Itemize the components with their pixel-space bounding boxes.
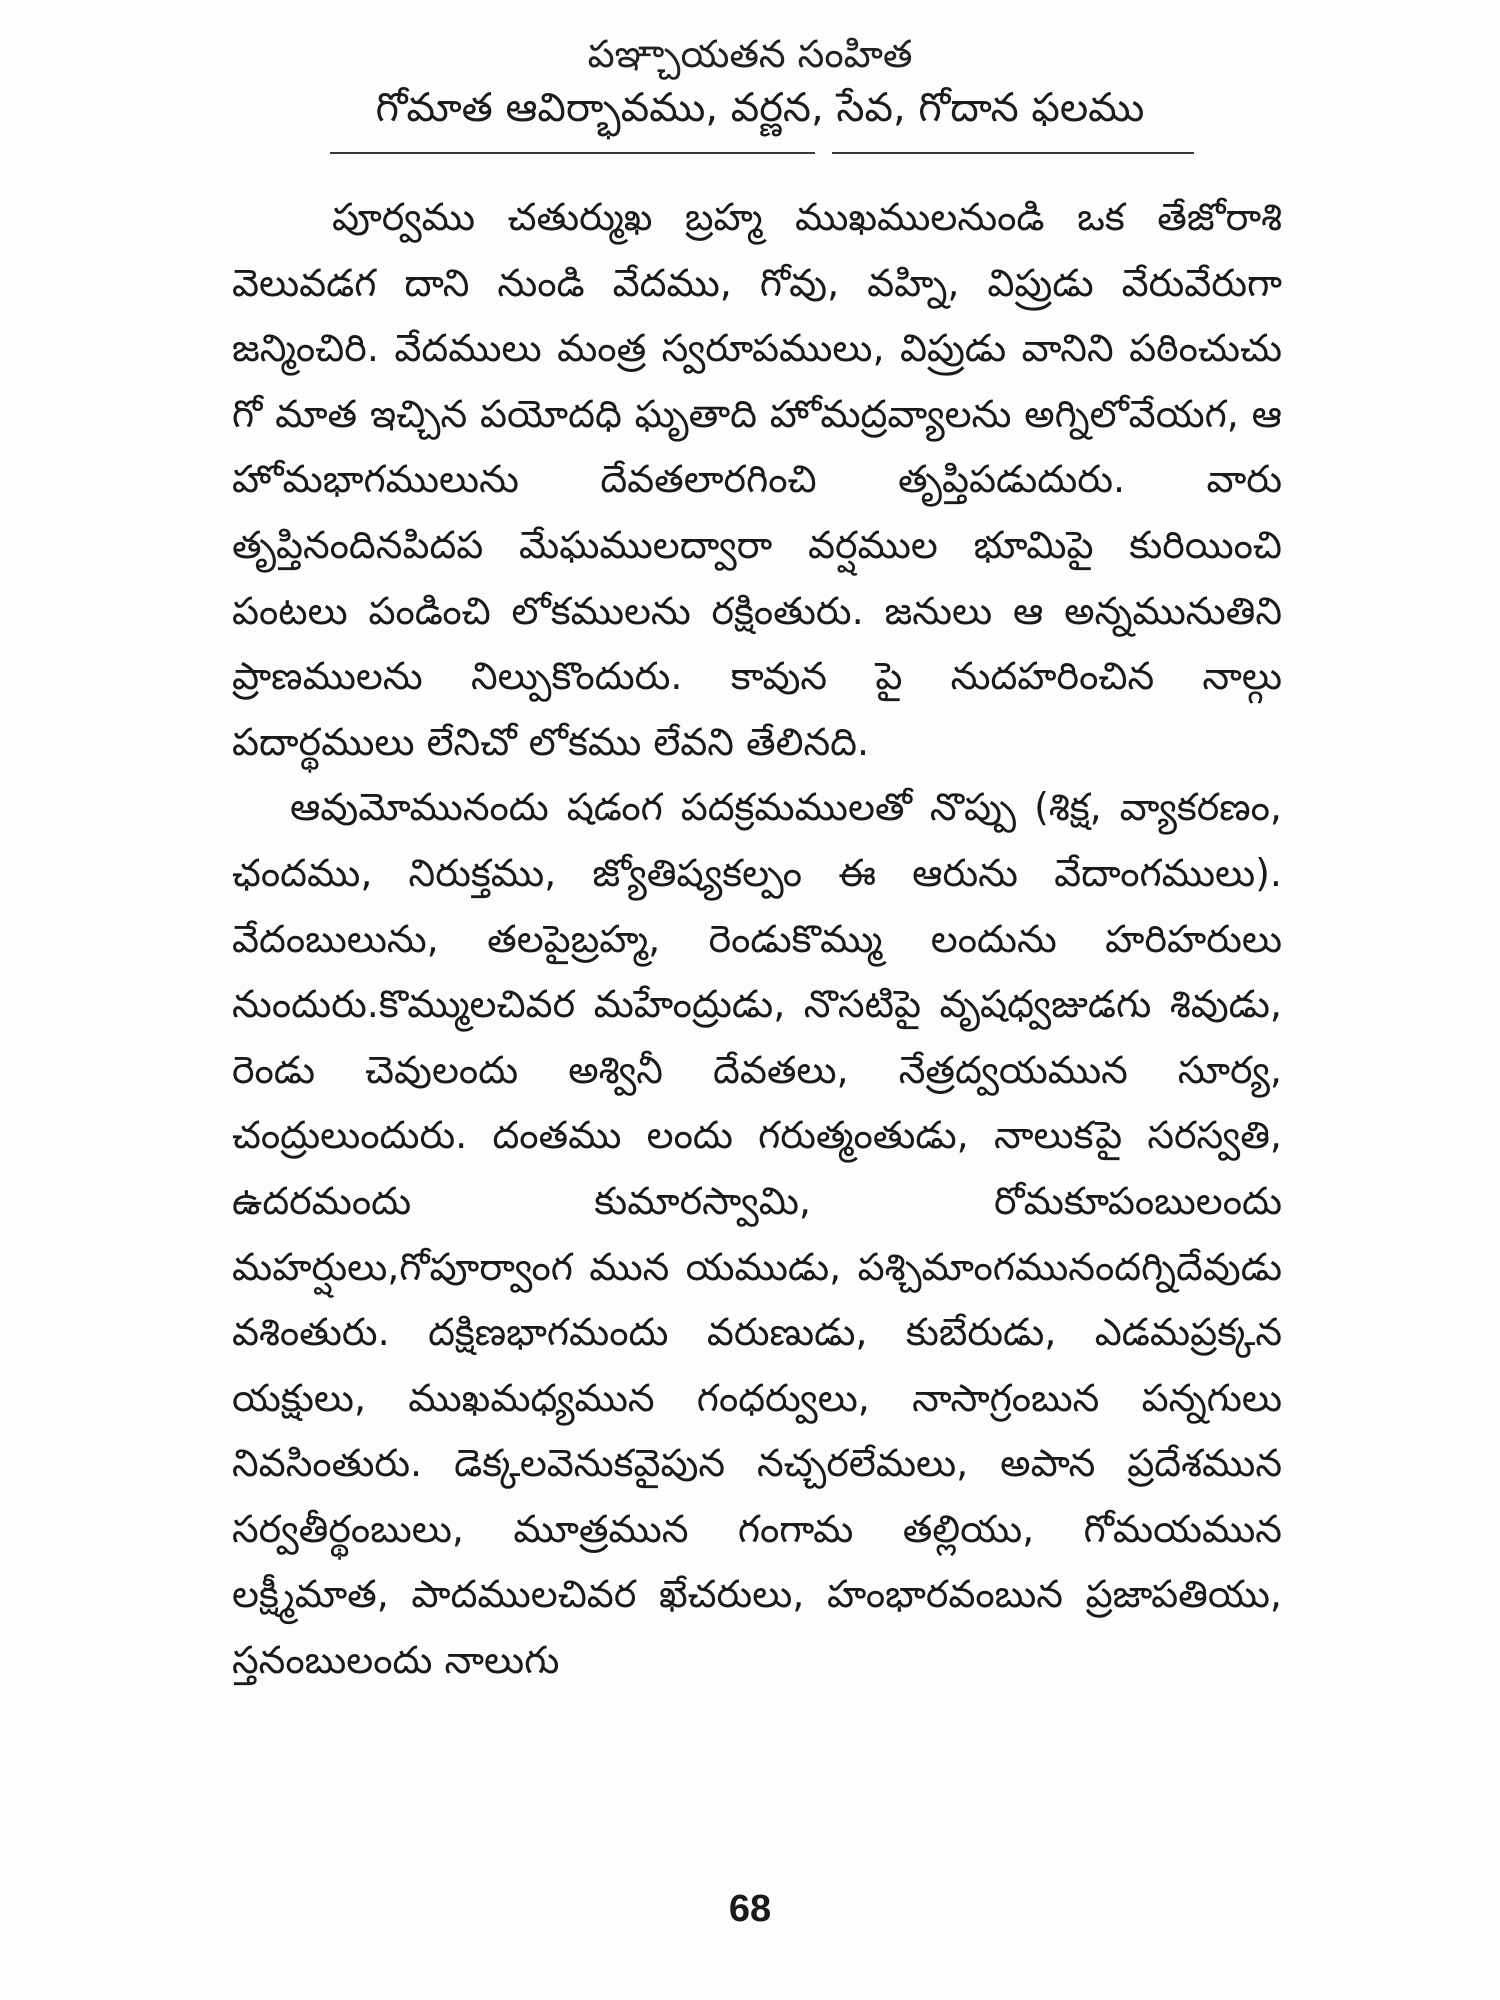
paragraph-deities-in-cow: ఆవుమోమునందు షడంగ పదక్రమములతో నొప్పు (శిక్ష, వ్యాకరణం, ఛందము, నిరుక్తము, జ్యోతిష్యకల్పం ఈ ఆరును వేదాంగములు). వేదంబులును, తలపైబ్రహ్మ, రెండుకొమ్ము లందును హరిహరులు నుందురు.కొమ్ములచివర మహేంద్రుడు, నొసటిపై వృషధ్వజుడగు శివుడు, రెండు చెవులందు అశ్వినీ దేవతలు, నేత్రద్వయమున సూర్య, చంద్రులుందురు. దంతము లందు గరుత్మంతుడు, నాలుకపై సరస్వతి, ఉదరమందు కుమారస్వామి, రోమకూపంబులందు మహర్షులు,గోపూర్వాంగ మున యముడు, పశ్చిమాంగమునందగ్నిదేవుడు వశింతురు. దక్షిణభాగమందు వరుణుడు, కుబేరుడు, ఎడమప్రక్కన యక్షులు, ముఖమధ్యమున గంధర్వులు, నాసాగ్రంబున పన్నగులు నివసింతురు. డెక్కలవెనుకవైపున నచ్చరలేమలు, అపాన ప్రదేశమున సర్వతీర్థంబులు, మూత్రమున గంగామ తల్లియు, గోమయమున లక్ష్మీమాత, పాదములచివర ఖేచరులు, హంభారవంబున ప్రజాపతియు, స్తనంబులందు నాలుగు bbox=[232, 785, 1282, 1683]
paragraph-origin-of-cow: పూర్వము చతుర్ముఖ బ్రహ్మ ముఖములనుండి ఒక తేజోరాశి వెలువడగ దాని నుండి వేదము, గోవు, వహ్ని, విప్రుడు వేరువేరుగా జన్మించిరి. వేదములు మంత్ర స్వరూపములు, విప్రుడు వానిని పఠించుచు గో మాత ఇచ్చిన పయోదధి ఘృతాది హోమద్రవ్యాలను అగ్నిలోవేయగ, ఆ హోమభాగములును దేవతలారగించి తృప్తిపడుదురు. వారు తృప్తినందినపిదప మేఘములద్వారా వర్షముల భూమిపై కురియించి పంటలు పండించి లోకములను రక్షింతురు. జనులు ఆ అన్నమునుతిని ప్రాణములను నిల్పుకొందురు. కావున పై నుదహరించిన నాల్గు పదార్థములు లేనిచో లోకము లేవని తేలినది. bbox=[232, 195, 1282, 764]
chapter-title: గోమాత ఆవిర్భావము, వర్ణన, సేవ, గోదాన ఫలము bbox=[375, 85, 1145, 131]
body-text bbox=[232, 185, 1282, 1694]
title-underline-left bbox=[330, 152, 815, 154]
title-underline-right bbox=[832, 152, 1194, 154]
page-header bbox=[0, 28, 1500, 136]
page-number: 68 bbox=[728, 1888, 772, 1930]
book-title: పఞ్చాయతన సంహిత bbox=[587, 32, 913, 76]
